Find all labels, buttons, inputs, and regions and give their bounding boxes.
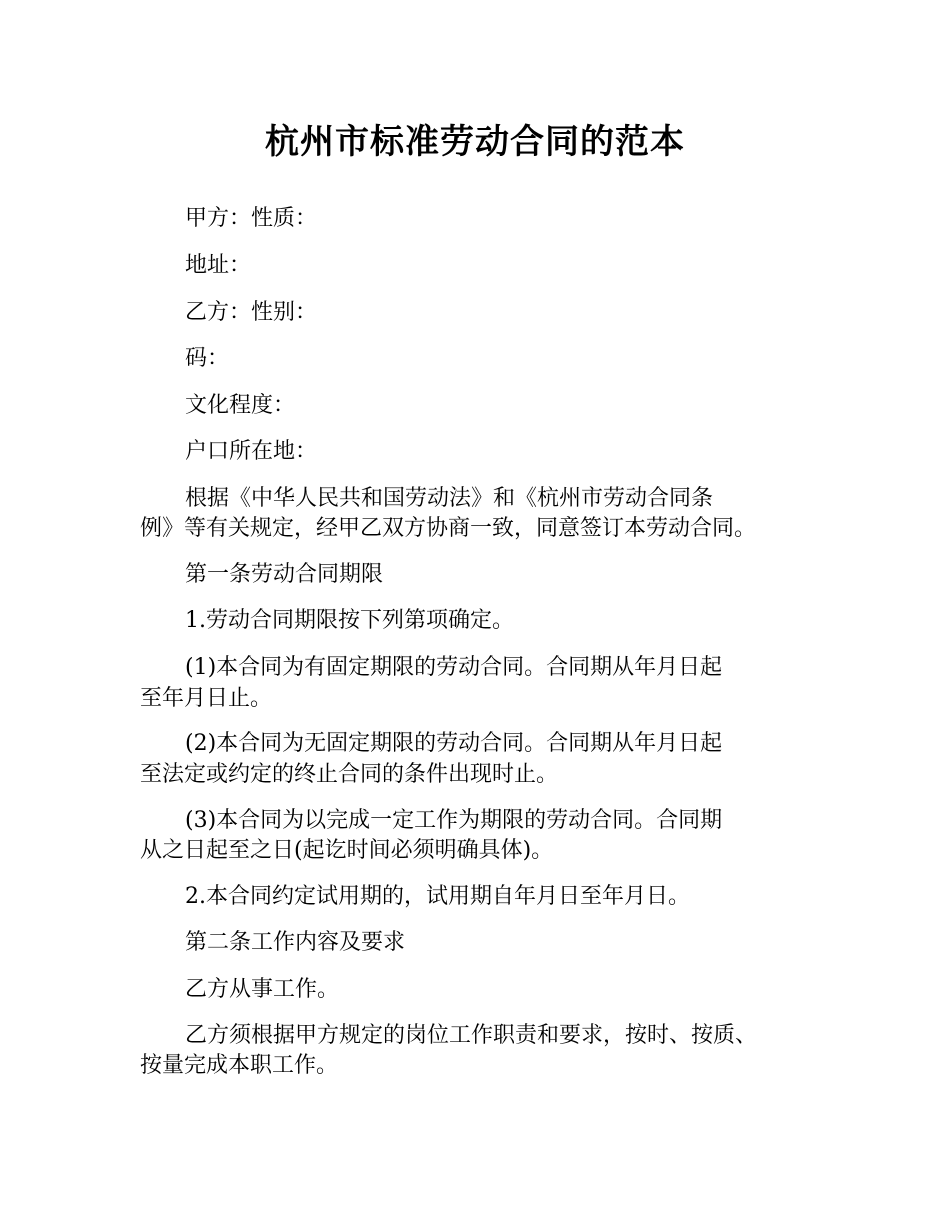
clause-1-2-line-1: (2)本合同为无固定期限的劳动合同。合同期从年月日起: [185, 731, 723, 756]
work-requirements-line-2: 按量完成本职工作。: [140, 1053, 339, 1078]
document-title: 杭州市标准劳动合同的范本: [265, 122, 685, 162]
address-line: 地址：: [185, 253, 252, 278]
work-assignment-line: 乙方从事工作。: [185, 977, 340, 1002]
residence-line: 户口所在地：: [185, 439, 318, 464]
clause-1-1-line-1: (1)本合同为有固定期限的劳动合同。合同期从年月日起: [185, 655, 723, 680]
party-b-line: 乙方：性别：: [185, 300, 318, 325]
education-line: 文化程度：: [185, 393, 296, 418]
clause-1: 1.劳动合同期限按下列第项确定。: [185, 608, 514, 633]
clause-1-3-line-1: (3)本合同为以完成一定工作为期限的劳动合同。合同期: [185, 808, 723, 833]
preamble-line-2: 例》等有关规定，经甲乙双方协商一致，同意签订本劳动合同。: [140, 516, 757, 541]
clause-1-1-line-2: 至年月日止。: [140, 686, 273, 711]
party-a-line: 甲方：性质：: [185, 206, 318, 231]
article-1-heading: 第一条劳动合同期限: [185, 562, 384, 587]
article-2-heading: 第二条工作内容及要求: [185, 930, 406, 955]
work-requirements-line-1: 乙方须根据甲方规定的岗位工作职责和要求，按时、按质、: [185, 1023, 758, 1048]
clause-1-3-line-2: 从之日起至之日(起讫时间必须明确具体)。: [140, 838, 554, 863]
clause-1-2-line-2: 至法定或约定的终止合同的条件出现时止。: [140, 762, 559, 787]
code-line: 码：: [185, 346, 230, 371]
clause-2: 2.本合同约定试用期的，试用期自年月日至年月日。: [185, 884, 690, 909]
preamble-line-1: 根据《中华人民共和国劳动法》和《杭州市劳动合同条: [185, 486, 714, 511]
